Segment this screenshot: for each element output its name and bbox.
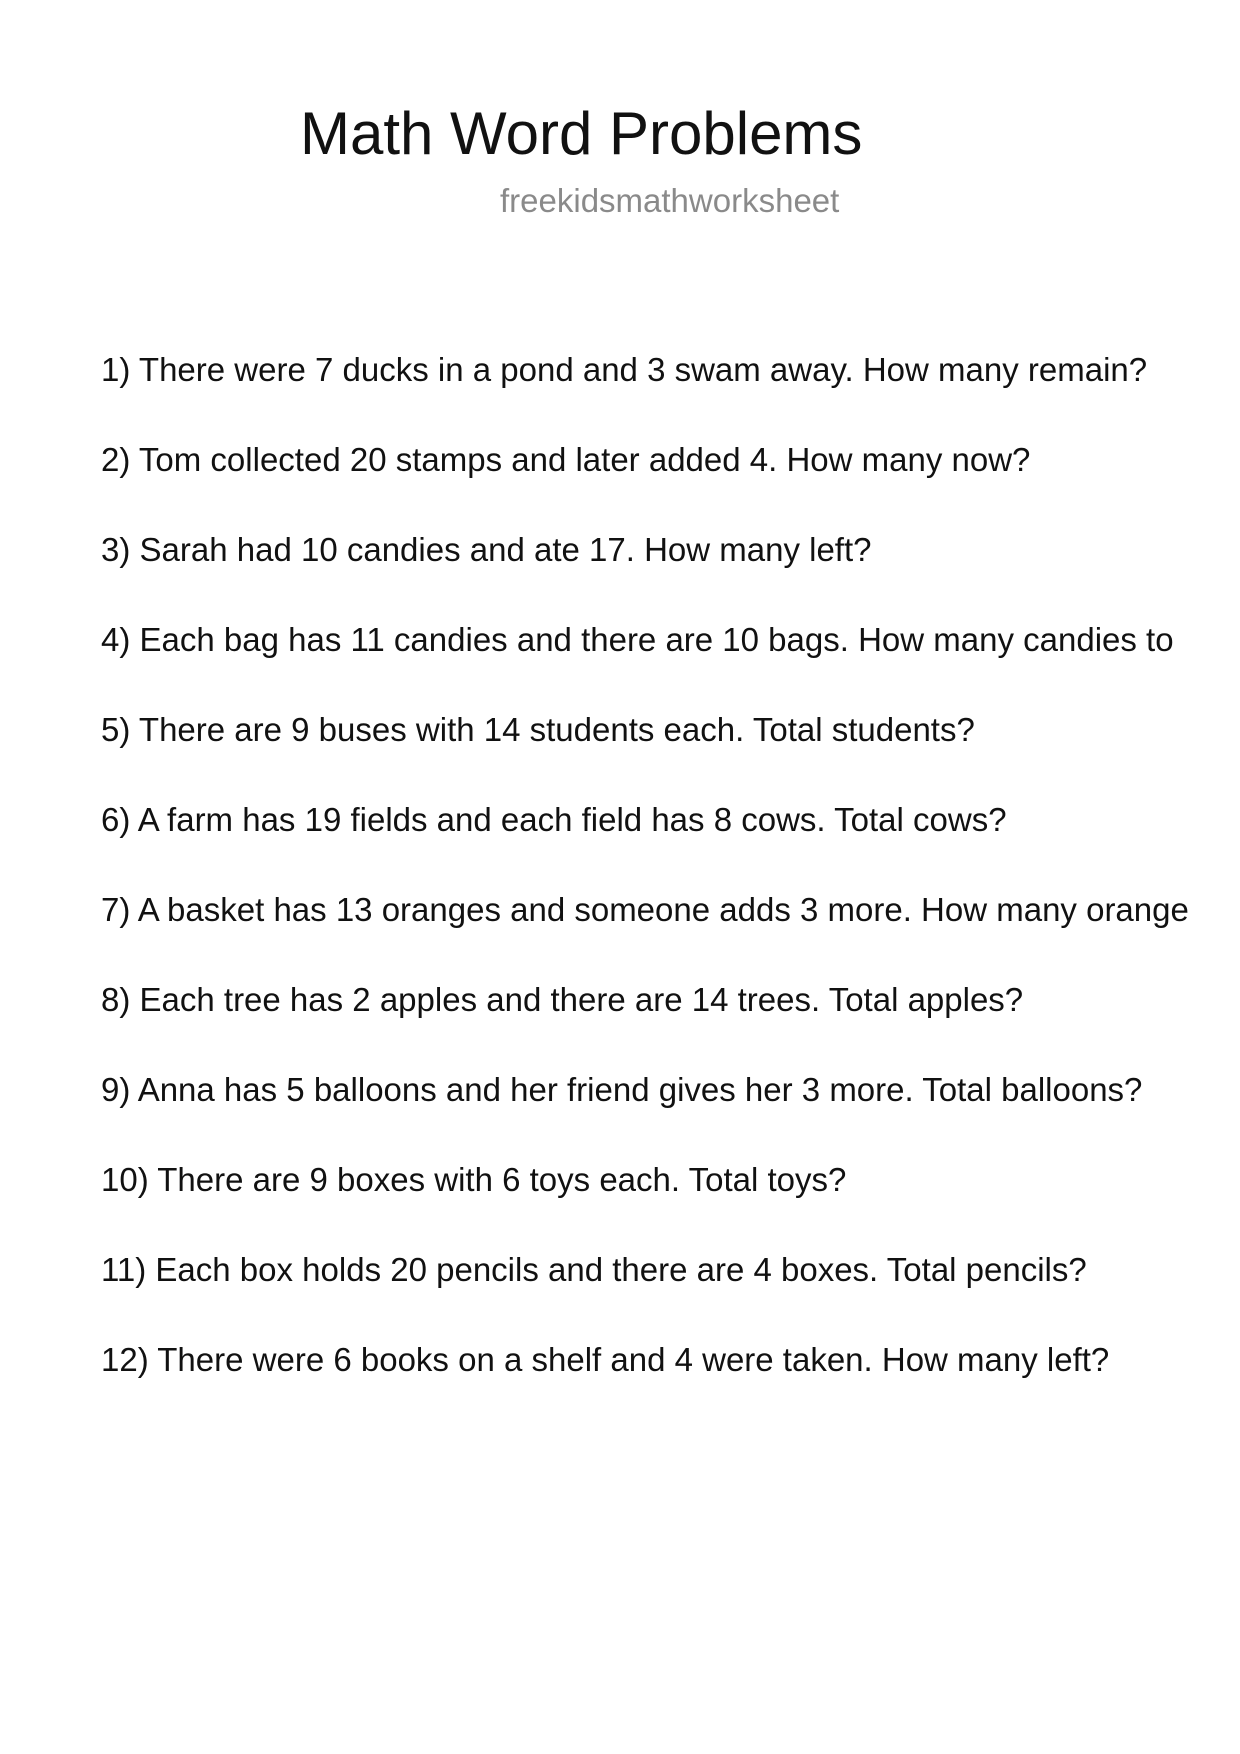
problem-list — [101, 348, 1240, 1428]
problem-item: 3) Sarah had 10 candies and ate 17. How many left? — [101, 531, 872, 568]
problem-item: 1) There were 7 ducks in a pond and 3 swam away. How many remain? — [101, 351, 1148, 388]
problem-item: 2) Tom collected 20 stamps and later added 4. How many now? — [101, 441, 1031, 478]
problem-item: 5) There are 9 buses with 14 students each. Total students? — [101, 711, 975, 748]
problem-item: 11) Each box holds 20 pencils and there are 4 boxes. Total pencils? — [101, 1251, 1087, 1288]
problem-item: 6) A farm has 19 fields and each field has 8 cows. Total cows? — [101, 801, 1007, 838]
problem-item: 12) There were 6 books on a shelf and 4 were taken. How many left? — [101, 1341, 1110, 1378]
problem-item: 8) Each tree has 2 apples and there are 14 trees. Total apples? — [101, 981, 1024, 1018]
problem-item: 10) There are 9 boxes with 6 toys each. Total toys? — [101, 1161, 847, 1198]
worksheet-source: freekidsmathworksheet — [500, 182, 840, 219]
problem-item: 4) Each bag has 11 candies and there are 10 bags. How many candies to — [101, 621, 1174, 658]
problem-item: 9) Anna has 5 balloons and her friend gives her 3 more. Total balloons? — [101, 1071, 1143, 1108]
problem-item: 7) A basket has 13 oranges and someone adds 3 more. How many orange — [101, 891, 1189, 928]
worksheet-title: Math Word Problems — [300, 100, 863, 167]
